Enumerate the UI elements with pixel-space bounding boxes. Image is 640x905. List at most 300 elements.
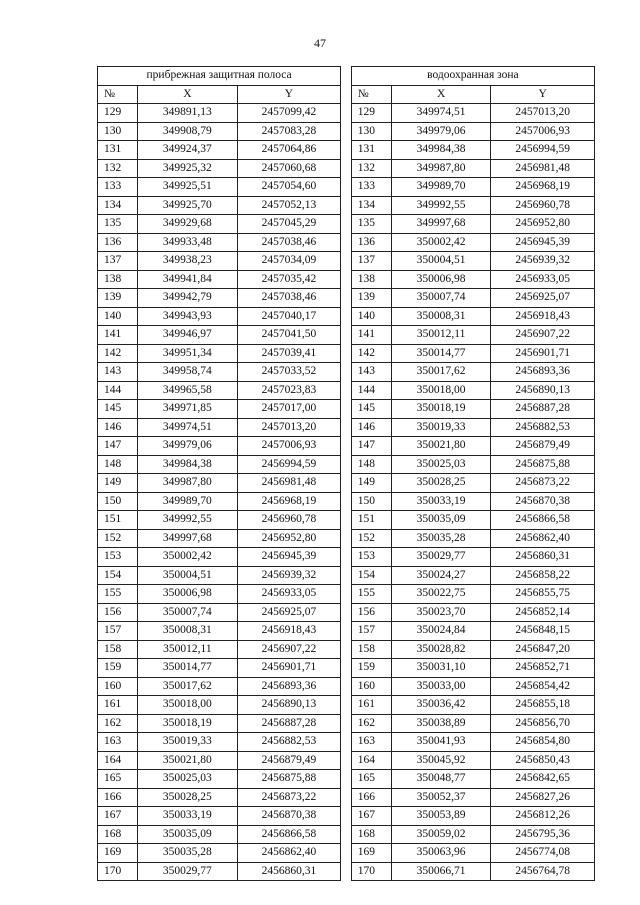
table-row (98, 566, 595, 585)
right-x-value: 349984,38 (391, 141, 490, 160)
left-point-number: 155 (98, 585, 138, 604)
left-y-value: 2457054,60 (237, 178, 341, 197)
right-col-num-header: № (351, 85, 391, 104)
right-x-value: 350028,25 (391, 474, 490, 493)
left-y-value: 2456882,53 (237, 733, 341, 752)
right-point-number: 130 (351, 122, 391, 141)
left-y-value: 2457083,28 (237, 122, 341, 141)
left-x-value: 350002,42 (138, 548, 237, 567)
column-gap (341, 529, 352, 548)
column-gap (341, 677, 352, 696)
table-row (98, 104, 595, 123)
left-point-number: 130 (98, 122, 138, 141)
left-point-number: 153 (98, 548, 138, 567)
table-row (98, 603, 595, 622)
right-point-number: 145 (351, 400, 391, 419)
left-point-number: 138 (98, 270, 138, 289)
left-x-value: 349908,79 (138, 122, 237, 141)
right-point-number: 138 (351, 270, 391, 289)
right-point-number: 152 (351, 529, 391, 548)
left-y-value: 2457023,83 (237, 381, 341, 400)
right-y-value: 2456933,05 (491, 270, 595, 289)
right-point-number: 141 (351, 326, 391, 345)
left-point-number: 158 (98, 640, 138, 659)
left-point-number: 169 (98, 844, 138, 863)
left-point-number: 135 (98, 215, 138, 234)
left-y-value: 2456887,28 (237, 714, 341, 733)
right-x-value: 350021,80 (391, 437, 490, 456)
left-point-number: 152 (98, 529, 138, 548)
left-col-y-header: Y (237, 85, 341, 104)
right-y-value: 2456764,78 (491, 862, 595, 881)
right-y-value: 2456856,70 (491, 714, 595, 733)
left-point-number: 149 (98, 474, 138, 493)
right-x-value: 350004,51 (391, 252, 490, 271)
right-y-value: 2456866,58 (491, 511, 595, 530)
left-x-value: 349925,32 (138, 159, 237, 178)
table-row (98, 714, 595, 733)
right-point-number: 143 (351, 363, 391, 382)
right-x-value: 350033,00 (391, 677, 490, 696)
right-x-value: 350066,71 (391, 862, 490, 881)
column-header-row (98, 85, 595, 104)
right-point-number: 169 (351, 844, 391, 863)
left-point-number: 168 (98, 825, 138, 844)
left-point-number: 133 (98, 178, 138, 197)
left-y-value: 2457041,50 (237, 326, 341, 345)
left-y-value: 2456945,39 (237, 548, 341, 567)
column-gap (341, 141, 352, 160)
column-gap (341, 233, 352, 252)
left-y-value: 2456879,49 (237, 751, 341, 770)
left-x-value: 349951,34 (138, 344, 237, 363)
right-y-value: 2456968,19 (491, 178, 595, 197)
right-y-value: 2456925,07 (491, 289, 595, 308)
left-y-value: 2457013,20 (237, 418, 341, 437)
left-point-number: 151 (98, 511, 138, 530)
table-row (98, 844, 595, 863)
table-row (98, 215, 595, 234)
table-row (98, 363, 595, 382)
right-point-number: 131 (351, 141, 391, 160)
right-point-number: 170 (351, 862, 391, 881)
column-gap (341, 270, 352, 289)
column-gap (341, 344, 352, 363)
table-row (98, 788, 595, 807)
right-y-value: 2456994,59 (491, 141, 595, 160)
column-gap (341, 159, 352, 178)
left-x-value: 350018,19 (138, 714, 237, 733)
right-point-number: 133 (351, 178, 391, 197)
left-x-value: 350028,25 (138, 788, 237, 807)
left-y-value: 2457038,46 (237, 233, 341, 252)
left-point-number: 146 (98, 418, 138, 437)
left-x-value: 349987,80 (138, 474, 237, 493)
right-x-value: 350035,09 (391, 511, 490, 530)
left-x-value: 349989,70 (138, 492, 237, 511)
left-point-number: 165 (98, 770, 138, 789)
left-x-value: 349979,06 (138, 437, 237, 456)
column-gap (341, 659, 352, 678)
right-x-value: 350048,77 (391, 770, 490, 789)
column-gap (341, 825, 352, 844)
right-y-value: 2456854,80 (491, 733, 595, 752)
page-number: 47 (314, 36, 326, 50)
left-y-value: 2456918,43 (237, 622, 341, 641)
section-header-row (98, 67, 595, 86)
left-point-number: 131 (98, 141, 138, 160)
left-x-value: 349925,70 (138, 196, 237, 215)
column-gap (341, 733, 352, 752)
column-gap (341, 307, 352, 326)
right-y-value: 2456855,18 (491, 696, 595, 715)
coordinates-table (97, 66, 595, 881)
left-x-value: 349958,74 (138, 363, 237, 382)
right-x-value: 350012,11 (391, 326, 490, 345)
left-y-value: 2456939,32 (237, 566, 341, 585)
column-gap (341, 289, 352, 308)
column-gap (341, 400, 352, 419)
column-gap (341, 85, 352, 104)
right-x-value: 349979,06 (391, 122, 490, 141)
right-point-number: 139 (351, 289, 391, 308)
column-gap (341, 455, 352, 474)
right-x-value: 350022,75 (391, 585, 490, 604)
right-y-value: 2456858,22 (491, 566, 595, 585)
column-gap (341, 566, 352, 585)
right-point-number: 161 (351, 696, 391, 715)
left-y-value: 2456952,80 (237, 529, 341, 548)
right-point-number: 151 (351, 511, 391, 530)
right-point-number: 150 (351, 492, 391, 511)
left-x-value: 350029,77 (138, 862, 237, 881)
right-point-number: 134 (351, 196, 391, 215)
right-x-value: 350024,84 (391, 622, 490, 641)
right-y-value: 2456952,80 (491, 215, 595, 234)
right-y-value: 2456795,36 (491, 825, 595, 844)
left-y-value: 2457038,46 (237, 289, 341, 308)
left-y-value: 2456860,31 (237, 862, 341, 881)
right-x-value: 349997,68 (391, 215, 490, 234)
left-point-number: 139 (98, 289, 138, 308)
left-y-value: 2456866,58 (237, 825, 341, 844)
table-row (98, 289, 595, 308)
column-gap (341, 67, 352, 86)
left-y-value: 2457060,68 (237, 159, 341, 178)
right-point-number: 163 (351, 733, 391, 752)
right-y-value: 2456918,43 (491, 307, 595, 326)
left-point-number: 148 (98, 455, 138, 474)
right-y-value: 2456939,32 (491, 252, 595, 271)
left-point-number: 142 (98, 344, 138, 363)
column-gap (341, 696, 352, 715)
right-x-value: 350008,31 (391, 307, 490, 326)
left-x-value: 349984,38 (138, 455, 237, 474)
column-gap (341, 862, 352, 881)
right-x-value: 350035,28 (391, 529, 490, 548)
right-point-number: 129 (351, 104, 391, 123)
right-y-value: 2456879,49 (491, 437, 595, 456)
right-y-value: 2456847,20 (491, 640, 595, 659)
left-point-number: 143 (98, 363, 138, 382)
table-row (98, 400, 595, 419)
right-y-value: 2457006,93 (491, 122, 595, 141)
left-point-number: 136 (98, 233, 138, 252)
right-point-number: 147 (351, 437, 391, 456)
right-y-value: 2456893,36 (491, 363, 595, 382)
table-row (98, 585, 595, 604)
left-y-value: 2456893,36 (237, 677, 341, 696)
table-row (98, 307, 595, 326)
left-y-value: 2457006,93 (237, 437, 341, 456)
left-y-value: 2457033,52 (237, 363, 341, 382)
left-point-number: 141 (98, 326, 138, 345)
left-point-number: 160 (98, 677, 138, 696)
right-point-number: 140 (351, 307, 391, 326)
left-y-value: 2456960,78 (237, 511, 341, 530)
left-x-value: 349997,68 (138, 529, 237, 548)
right-x-value: 350002,42 (391, 233, 490, 252)
right-y-value: 2456852,71 (491, 659, 595, 678)
column-gap (341, 381, 352, 400)
right-y-value: 2456887,28 (491, 400, 595, 419)
column-gap (341, 104, 352, 123)
left-x-value: 349942,79 (138, 289, 237, 308)
column-gap (341, 714, 352, 733)
left-x-value: 350004,51 (138, 566, 237, 585)
column-gap (341, 252, 352, 271)
table-row (98, 511, 595, 530)
left-x-value: 349974,51 (138, 418, 237, 437)
right-x-value: 350006,98 (391, 270, 490, 289)
left-x-value: 349891,13 (138, 104, 237, 123)
table-row (98, 696, 595, 715)
column-gap (341, 215, 352, 234)
left-section-title: прибрежная защитная полоса (98, 67, 341, 86)
right-point-number: 167 (351, 807, 391, 826)
right-point-number: 153 (351, 548, 391, 567)
table-row (98, 659, 595, 678)
right-x-value: 349987,80 (391, 159, 490, 178)
left-x-value: 350019,33 (138, 733, 237, 752)
left-x-value: 349925,51 (138, 178, 237, 197)
right-y-value: 2456875,88 (491, 455, 595, 474)
left-point-number: 159 (98, 659, 138, 678)
left-x-value: 350035,09 (138, 825, 237, 844)
right-point-number: 157 (351, 622, 391, 641)
column-gap (341, 751, 352, 770)
right-point-number: 159 (351, 659, 391, 678)
right-x-value: 350063,96 (391, 844, 490, 863)
right-point-number: 148 (351, 455, 391, 474)
right-y-value: 2456890,13 (491, 381, 595, 400)
left-x-value: 350021,80 (138, 751, 237, 770)
left-x-value: 350008,31 (138, 622, 237, 641)
right-x-value: 350007,74 (391, 289, 490, 308)
column-gap (341, 511, 352, 530)
right-y-value: 2456855,75 (491, 585, 595, 604)
left-point-number: 163 (98, 733, 138, 752)
left-point-number: 170 (98, 862, 138, 881)
right-col-y-header: Y (491, 85, 595, 104)
left-x-value: 349971,85 (138, 400, 237, 419)
left-point-number: 150 (98, 492, 138, 511)
table-row (98, 640, 595, 659)
table-row (98, 862, 595, 881)
left-x-value: 350014,77 (138, 659, 237, 678)
right-x-value: 350019,33 (391, 418, 490, 437)
right-y-value: 2456850,43 (491, 751, 595, 770)
right-point-number: 164 (351, 751, 391, 770)
table-row (98, 233, 595, 252)
right-y-value: 2456848,15 (491, 622, 595, 641)
left-point-number: 162 (98, 714, 138, 733)
right-y-value: 2456882,53 (491, 418, 595, 437)
table-row (98, 141, 595, 160)
left-y-value: 2456875,88 (237, 770, 341, 789)
table-row (98, 270, 595, 289)
table-row (98, 751, 595, 770)
left-x-value: 349938,23 (138, 252, 237, 271)
right-point-number: 144 (351, 381, 391, 400)
column-gap (341, 363, 352, 382)
right-point-number: 132 (351, 159, 391, 178)
left-point-number: 145 (98, 400, 138, 419)
right-point-number: 136 (351, 233, 391, 252)
right-point-number: 154 (351, 566, 391, 585)
right-y-value: 2456854,42 (491, 677, 595, 696)
column-gap (341, 492, 352, 511)
right-x-value: 349974,51 (391, 104, 490, 123)
left-y-value: 2457017,00 (237, 400, 341, 419)
right-x-value: 350033,19 (391, 492, 490, 511)
table-row (98, 344, 595, 363)
right-y-value: 2456901,71 (491, 344, 595, 363)
column-gap (341, 196, 352, 215)
table-row (98, 418, 595, 437)
right-y-value: 2456907,22 (491, 326, 595, 345)
right-x-value: 350059,02 (391, 825, 490, 844)
left-point-number: 157 (98, 622, 138, 641)
right-x-value: 350018,19 (391, 400, 490, 419)
right-point-number: 158 (351, 640, 391, 659)
right-x-value: 350023,70 (391, 603, 490, 622)
right-col-x-header: X (391, 85, 490, 104)
right-y-value: 2456960,78 (491, 196, 595, 215)
right-point-number: 155 (351, 585, 391, 604)
left-x-value: 349933,48 (138, 233, 237, 252)
left-x-value: 349946,97 (138, 326, 237, 345)
left-y-value: 2457040,17 (237, 307, 341, 326)
table-row (98, 677, 595, 696)
table-row (98, 437, 595, 456)
left-point-number: 147 (98, 437, 138, 456)
left-col-x-header: X (138, 85, 237, 104)
right-x-value: 350038,89 (391, 714, 490, 733)
left-x-value: 350012,11 (138, 640, 237, 659)
left-y-value: 2456968,19 (237, 492, 341, 511)
table-row (98, 733, 595, 752)
right-point-number: 162 (351, 714, 391, 733)
right-x-value: 350052,37 (391, 788, 490, 807)
left-y-value: 2456933,05 (237, 585, 341, 604)
left-y-value: 2456890,13 (237, 696, 341, 715)
table-row (98, 252, 595, 271)
right-x-value: 350028,82 (391, 640, 490, 659)
right-x-value: 350014,77 (391, 344, 490, 363)
right-x-value: 349989,70 (391, 178, 490, 197)
right-y-value: 2456945,39 (491, 233, 595, 252)
left-point-number: 140 (98, 307, 138, 326)
table-row (98, 825, 595, 844)
column-gap (341, 770, 352, 789)
left-y-value: 2457052,13 (237, 196, 341, 215)
left-x-value: 350033,19 (138, 807, 237, 826)
left-y-value: 2456870,38 (237, 807, 341, 826)
left-x-value: 349941,84 (138, 270, 237, 289)
table-row (98, 159, 595, 178)
left-point-number: 166 (98, 788, 138, 807)
right-point-number: 166 (351, 788, 391, 807)
left-y-value: 2456901,71 (237, 659, 341, 678)
right-y-value: 2456842,65 (491, 770, 595, 789)
right-x-value: 350018,00 (391, 381, 490, 400)
right-x-value: 350029,77 (391, 548, 490, 567)
right-x-value: 349992,55 (391, 196, 490, 215)
left-point-number: 134 (98, 196, 138, 215)
left-point-number: 144 (98, 381, 138, 400)
left-y-value: 2457099,42 (237, 104, 341, 123)
table-row (98, 196, 595, 215)
right-y-value: 2456852,14 (491, 603, 595, 622)
left-y-value: 2456873,22 (237, 788, 341, 807)
right-y-value: 2456870,38 (491, 492, 595, 511)
left-point-number: 132 (98, 159, 138, 178)
column-gap (341, 178, 352, 197)
table-row (98, 122, 595, 141)
right-x-value: 350041,93 (391, 733, 490, 752)
table-row (98, 492, 595, 511)
right-point-number: 149 (351, 474, 391, 493)
left-y-value: 2457034,09 (237, 252, 341, 271)
left-y-value: 2457045,29 (237, 215, 341, 234)
left-x-value: 349992,55 (138, 511, 237, 530)
table-row (98, 770, 595, 789)
table-row (98, 807, 595, 826)
right-y-value: 2456981,48 (491, 159, 595, 178)
left-y-value: 2457039,41 (237, 344, 341, 363)
right-y-value: 2456860,31 (491, 548, 595, 567)
table-row (98, 178, 595, 197)
right-y-value: 2456862,40 (491, 529, 595, 548)
left-point-number: 167 (98, 807, 138, 826)
left-x-value: 350025,03 (138, 770, 237, 789)
table-row (98, 622, 595, 641)
table-row (98, 529, 595, 548)
table-row (98, 455, 595, 474)
column-gap (341, 788, 352, 807)
left-y-value: 2457064,86 (237, 141, 341, 160)
right-point-number: 146 (351, 418, 391, 437)
right-y-value: 2456873,22 (491, 474, 595, 493)
left-x-value: 349929,68 (138, 215, 237, 234)
column-gap (341, 640, 352, 659)
right-point-number: 168 (351, 825, 391, 844)
table-row (98, 326, 595, 345)
left-x-value: 350018,00 (138, 696, 237, 715)
table-row (98, 381, 595, 400)
left-y-value: 2456981,48 (237, 474, 341, 493)
